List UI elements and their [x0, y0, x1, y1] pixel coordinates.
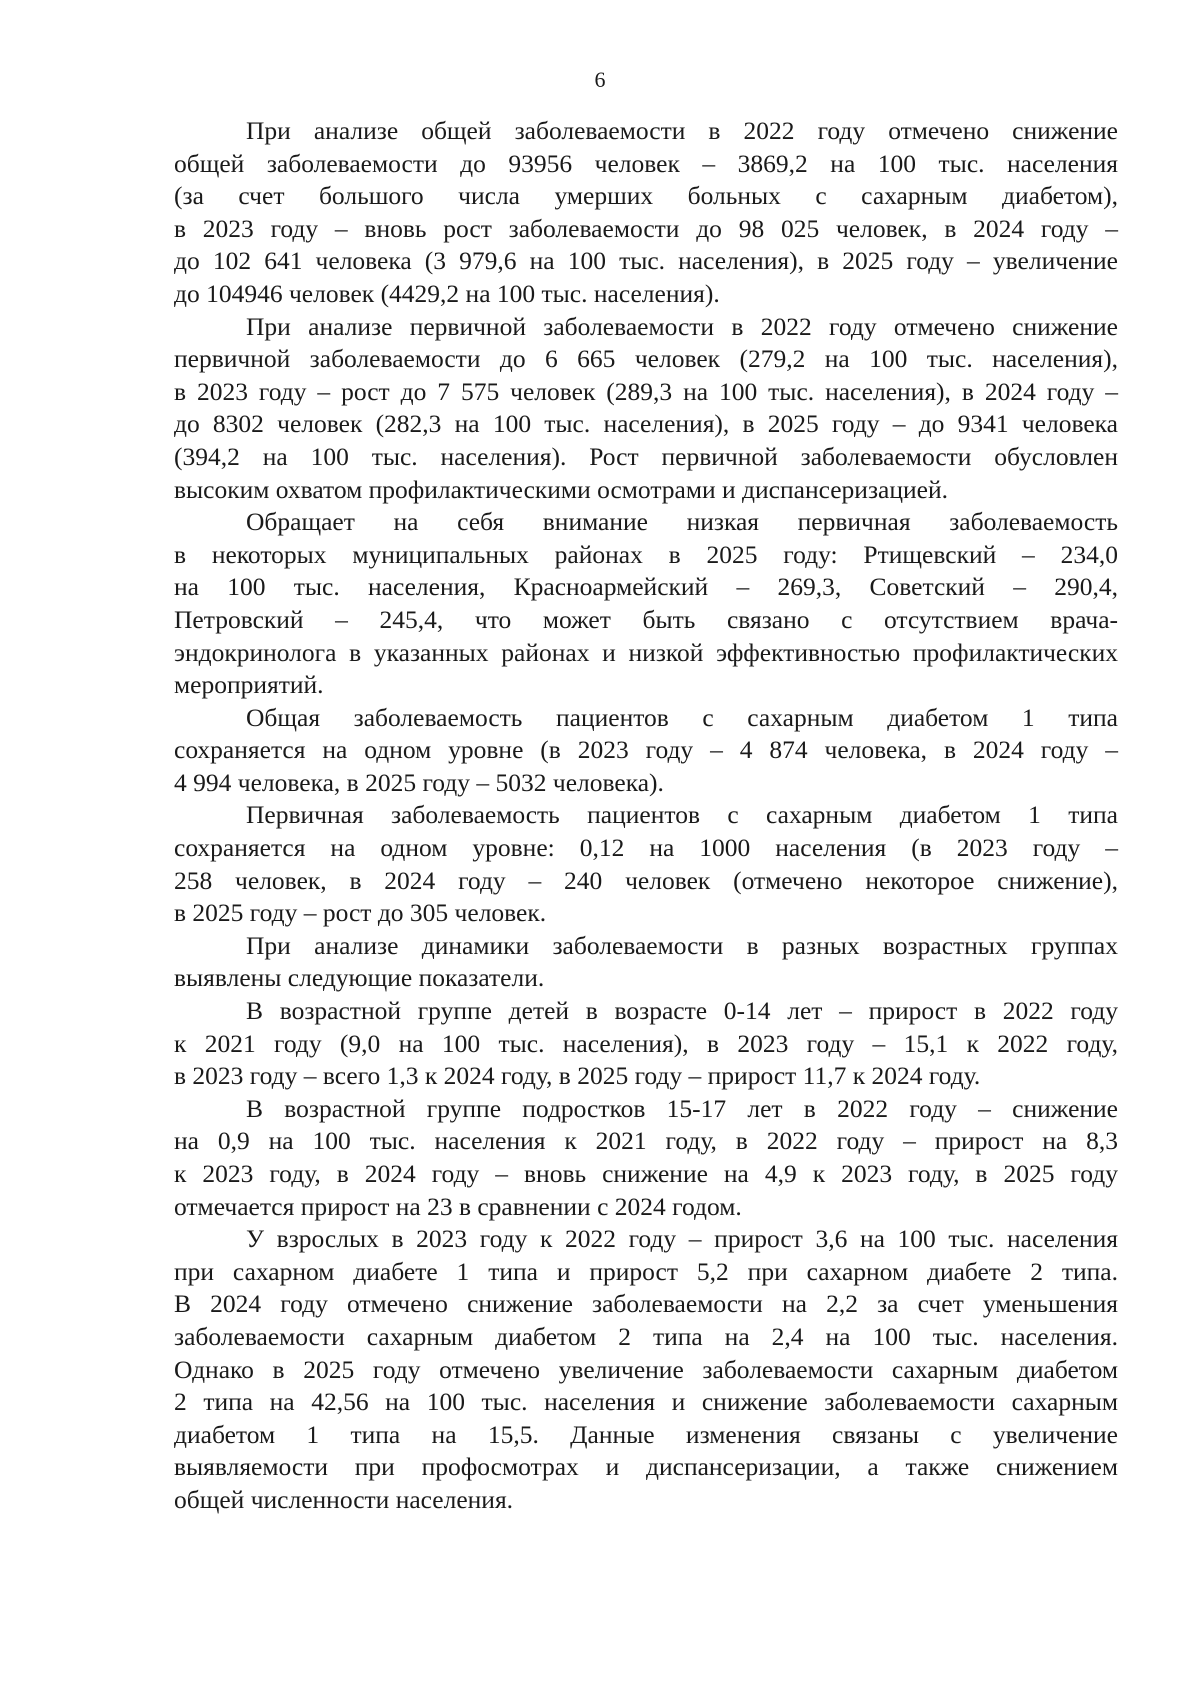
text-line: мероприятий. [174, 670, 324, 700]
text-line: в 2023 году – вновь рост заболеваемости до 98 025 человек, в 2024 году – [174, 213, 1118, 243]
paragraph [174, 799, 1118, 929]
document-body [174, 115, 1118, 1517]
text-line: диабетом 1 типа на 15,5. Данные изменения связаны с увеличение [174, 1419, 1118, 1449]
text-line: Первичная заболеваемость пациентов с сахарным диабетом 1 типа [246, 800, 1118, 830]
text-line: В возрастной группе детей в возрасте 0-14 лет – прирост в 2022 году [246, 996, 1118, 1026]
text-line: выявлены следующие показатели. [174, 963, 545, 993]
text-line: к 2023 году, в 2024 году – вновь снижение на 4,9 к 2023 году, в 2025 году [174, 1159, 1118, 1188]
text-line: высоким охватом профилактическими осмотрами и диспансеризацией. [174, 474, 948, 504]
paragraph [174, 311, 1118, 507]
text-line: в некоторых муниципальных районах в 2025 году: Ртищевский – 234,0 [174, 539, 1118, 569]
paragraph [174, 702, 1118, 800]
text-line: Однако в 2025 году отмечено увеличение заболеваемости сахарным диабетом [174, 1354, 1118, 1384]
text-line: до 102 641 человека (3 979,6 на 100 тыс. населения), в 2025 году – увеличение [174, 246, 1118, 276]
text-line: заболеваемости сахарным диабетом 2 типа на 2,4 на 100 тыс. населения. [174, 1321, 1118, 1351]
text-line: 4 994 человека, в 2025 году – 5032 человека). [174, 767, 664, 797]
text-line: в 2023 году – рост до 7 575 человек (289,3 на 100 тыс. населения), в 2024 году – [174, 376, 1118, 406]
text-line: У взрослых в 2023 году к 2022 году – прирост 3,6 на 100 тыс. населения [246, 1224, 1118, 1254]
paragraph [174, 995, 1118, 1093]
text-line: сохраняется на одном уровне: 0,12 на 1000 населения (в 2023 году – [174, 833, 1118, 863]
text-line: общей численности населения. [174, 1484, 514, 1514]
text-line: в 2025 году – рост до 305 человек. [174, 898, 547, 928]
text-line: отмечается прирост на 23 в сравнении с 2024 годом. [174, 1191, 742, 1221]
text-line: 2 типа на 42,56 на 100 тыс. населения и снижение заболеваемости сахарным [174, 1387, 1118, 1417]
text-line: При анализе динамики заболеваемости в разных возрастных группах [246, 930, 1118, 960]
text-line: на 100 тыс. населения, Красноармейский – 269,3, Советский – 290,4, [174, 572, 1118, 602]
text-line: до 8302 человек (282,3 на 100 тыс. населения), в 2025 году – до 9341 человека [174, 409, 1118, 439]
text-line: В возрастной группе подростков 15-17 лет в 2022 году – снижение [246, 1093, 1118, 1123]
paragraph [174, 930, 1118, 995]
text-line: Обращает на себя внимание низкая первичная заболеваемость [246, 507, 1118, 537]
text-line: в 2023 году – всего 1,3 к 2024 году, в 2025 году – прирост 11,7 к 2024 году. [174, 1061, 981, 1091]
text-line: выявляемости при профосмотрах и диспансеризации, а также снижением [174, 1452, 1118, 1482]
text-line: до 104946 человек (4429,2 на 100 тыс. населения). [174, 278, 720, 308]
text-line: при сахарном диабете 1 типа и прирост 5,2 при сахарном диабете 2 типа. [174, 1256, 1118, 1286]
text-line: Петровский – 245,4, что может быть связано с отсутствием врача- [174, 604, 1118, 634]
paragraph [174, 1223, 1118, 1516]
page-number: 6 [594, 67, 606, 92]
text-line: первичной заболеваемости до 6 665 человек (279,2 на 100 тыс. населения), [174, 344, 1118, 374]
text-line: общей заболеваемости до 93956 человек – 3869,2 на 100 тыс. населения [174, 148, 1118, 178]
text-line: (394,2 на 100 тыс. населения). Рост первичной заболеваемости обусловлен [174, 441, 1118, 471]
text-line: эндокринолога в указанных районах и низкой эффективностью профилактических [174, 637, 1118, 667]
text-line: на 0,9 на 100 тыс. населения к 2021 году, в 2022 году – прирост на 8,3 [174, 1126, 1118, 1156]
text-line: сохраняется на одном уровне (в 2023 году – 4 874 человека, в 2024 году – [174, 735, 1118, 765]
text-line: При анализе общей заболеваемости в 2022 году отмечено снижение [246, 116, 1118, 145]
paragraph [174, 115, 1118, 311]
text-line: (за счет большого числа умерших больных с сахарным диабетом), [174, 181, 1118, 211]
text-line: Общая заболеваемость пациентов с сахарным диабетом 1 типа [246, 702, 1118, 732]
paragraph [174, 506, 1118, 702]
text-line: В 2024 году отмечено снижение заболеваемости на 2,2 за счет уменьшения [174, 1289, 1118, 1319]
text-line: 258 человек, в 2024 году – 240 человек (отмечено некоторое снижение), [174, 865, 1118, 895]
paragraph [174, 1093, 1118, 1223]
text-line: При анализе первичной заболеваемости в 2022 году отмечено снижение [246, 311, 1118, 341]
text-line: к 2021 году (9,0 на 100 тыс. населения), в 2023 году – 15,1 к 2022 году, [174, 1028, 1118, 1058]
